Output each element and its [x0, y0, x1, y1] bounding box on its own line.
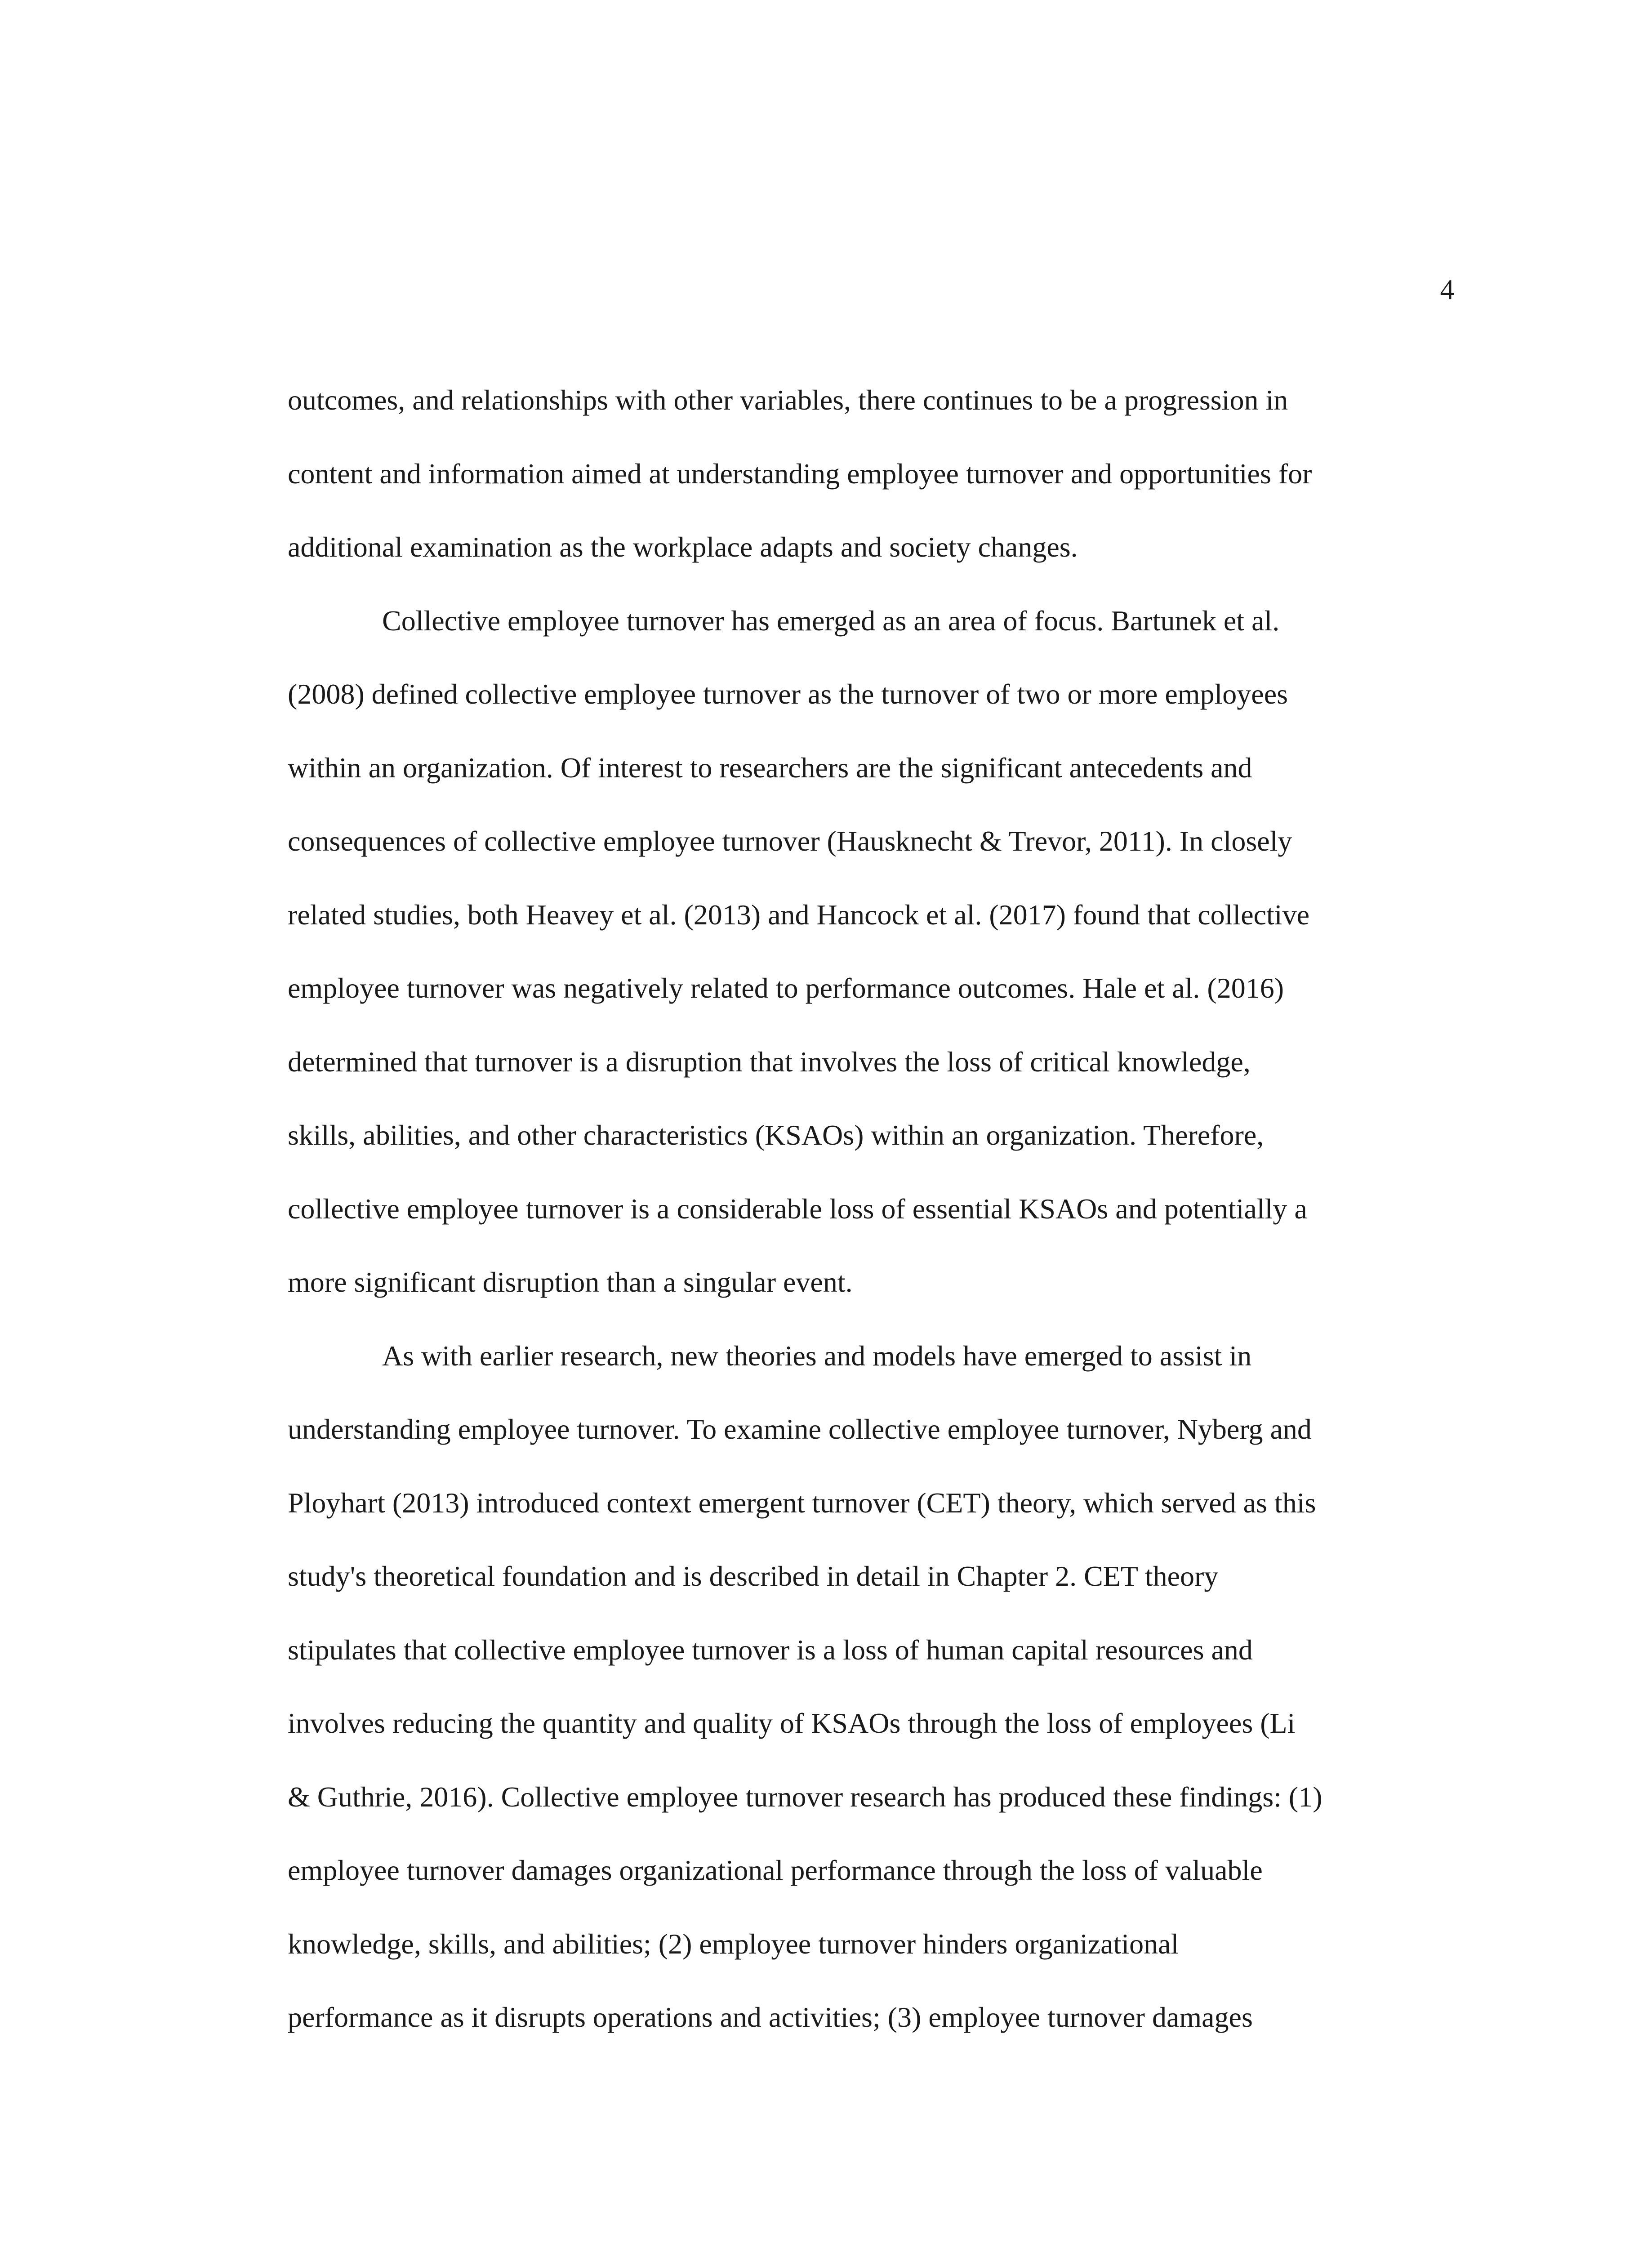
text-line: employee turnover was negatively related to performance outcomes. Hale et al. (2016)	[288, 972, 1284, 1004]
text-line: (2008) defined collective employee turnover as the turnover of two or more employees	[288, 678, 1288, 710]
text-line: collective employee turnover is a considerable loss of essential KSAOs and potentially a	[288, 1192, 1307, 1225]
text-line: content and information aimed at understanding employee turnover and opportunities for	[288, 457, 1312, 490]
page-number: 4	[1440, 274, 1454, 305]
text-line: Ployhart (2013) introduced context emergent turnover (CET) theory, which served as this	[288, 1486, 1316, 1519]
text-line: performance as it disrupts operations and activities; (3) employee turnover damages	[288, 2001, 1253, 2033]
text-line: skills, abilities, and other characteristics (KSAOs) within an organization. Therefore,	[288, 1119, 1264, 1151]
body-text	[288, 363, 1429, 2054]
text-line: within an organization. Of interest to researchers are the significant antecedents and	[288, 751, 1252, 784]
text-line: knowledge, skills, and abilities; (2) employee turnover hinders organizational	[288, 1927, 1179, 1960]
text-line: Collective employee turnover has emerged as an area of focus. Bartunek et al.	[382, 604, 1280, 637]
text-line: understanding employee turnover. To examine collective employee turnover, Nyberg and	[288, 1413, 1312, 1445]
text-line: As with earlier research, new theories and models have emerged to assist in	[382, 1339, 1252, 1372]
text-line: & Guthrie, 2016). Collective employee turnover research has produced these findings: (1)	[288, 1780, 1322, 1813]
text-line: more significant disruption than a singular event.	[288, 1266, 853, 1298]
text-line: involves reducing the quantity and quality of KSAOs through the loss of employees (Li	[288, 1707, 1296, 1739]
text-line: additional examination as the workplace adapts and society changes.	[288, 531, 1078, 563]
text-line: stipulates that collective employee turnover is a loss of human capital resources and	[288, 1633, 1253, 1666]
text-line: employee turnover damages organizational performance through the loss of valuable	[288, 1854, 1263, 1886]
text-line: determined that turnover is a disruption that involves the loss of critical knowledge,	[288, 1045, 1251, 1078]
text-line: outcomes, and relationships with other variables, there continues to be a progression in	[288, 384, 1288, 416]
text-line: related studies, both Heavey et al. (2013) and Hancock et al. (2017) found that collective	[288, 898, 1309, 931]
text-line: consequences of collective employee turnover (Hausknecht & Trevor, 2011). In closely	[288, 825, 1292, 857]
text-line: study's theoretical foundation and is described in detail in Chapter 2. CET theory	[288, 1560, 1219, 1592]
